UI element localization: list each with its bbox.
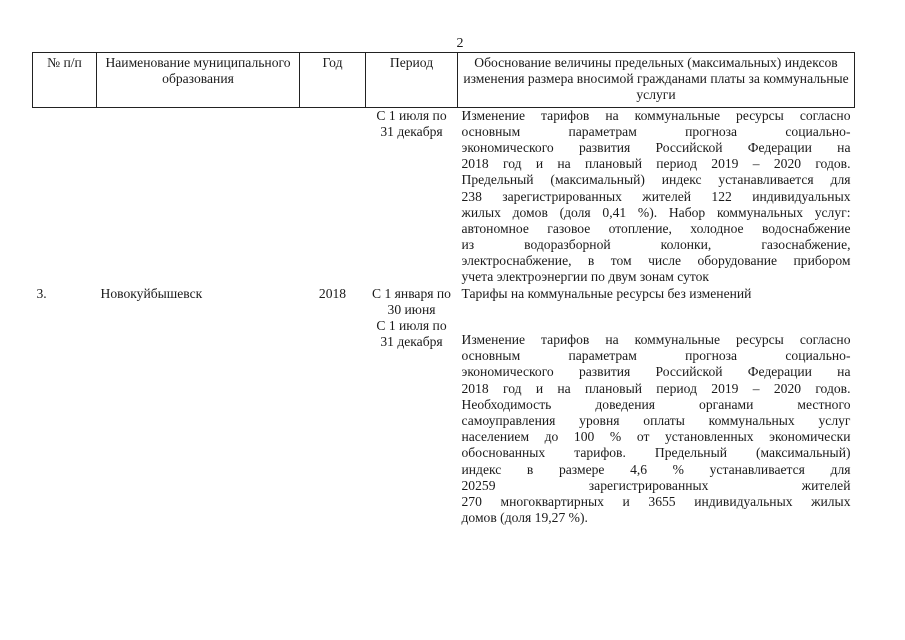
justification-line: населением до 100 % от установленных экономически [461, 429, 851, 445]
row-num: 3. [36, 285, 47, 301]
row-justification [458, 107, 855, 286]
row-num [33, 318, 97, 526]
justification-line: учета электроэнергии по двум зонам суток [461, 269, 710, 285]
justification-line: 2018 год и на плановый период 2019 – 2020 годов. [461, 380, 851, 396]
header-period: Период [366, 53, 458, 108]
header-num: № п/п [33, 53, 97, 108]
row-municipality: Новокуйбышевск [100, 285, 203, 301]
row-period: С 1 июля по 31 декабря [376, 107, 447, 139]
row-year [300, 318, 366, 526]
justification-line: 2018 год и на плановый период 2019 – 2020 годов. [461, 156, 851, 172]
header-name: Наименование муниципального образования [97, 53, 300, 108]
justification-line: домов (доля 19,27 %). [461, 510, 588, 526]
row-year: 2018 [318, 285, 347, 301]
table-row [33, 107, 855, 286]
row-period: С 1 января по 30 июня [372, 285, 451, 317]
table-header [33, 53, 855, 108]
row-justification [458, 318, 855, 526]
row-justification [458, 286, 855, 318]
tariff-table [32, 52, 855, 526]
justification-line: Необходимость доведения органами местного [461, 396, 851, 412]
row-municipality [97, 318, 300, 526]
justification-line: основным параметрам прогноза социально- [461, 123, 851, 139]
justification-line: 270 многоквартирных и 3655 индивидуальных жилых [461, 493, 851, 509]
justification-line: Тарифы на коммунальные ресурсы без изменений [461, 285, 752, 301]
justification-line: Изменение тарифов на коммунальные ресурсы согласно [461, 107, 851, 123]
justification-line: обоснованных тарифов. Предельный (максимальный) [461, 445, 851, 461]
justification-line: основным параметрам прогноза социально- [461, 348, 851, 364]
justification-line: автономное газовое отопление, холодное водоснабжение [461, 220, 851, 236]
justification-line: Предельный (максимальный) индекс устанавливается для [461, 172, 851, 188]
row-period: С 1 июля по 31 декабря [376, 318, 447, 350]
table-body [33, 107, 855, 526]
header-year: Год [300, 53, 366, 108]
page-number: 2 [456, 36, 464, 51]
table-row [33, 318, 855, 526]
header-justification: Обоснование величины предельных (максимальных) индексов изменения размера вносимой гражданами платы за коммунальные услуги [458, 53, 855, 108]
row-year [300, 107, 366, 286]
table-row [33, 286, 855, 318]
justification-line: Изменение тарифов на коммунальные ресурсы согласно [461, 332, 851, 348]
justification-line: 238 зарегистрированных жителей 122 индивидуальных [461, 188, 851, 204]
justification-line: индекс в размере 4,6 % устанавливается для [461, 461, 851, 477]
row-num [33, 107, 97, 286]
row-municipality [97, 107, 300, 286]
justification-line: 20259 зарегистрированных жителей [461, 477, 851, 493]
justification-line: самоуправления уровня оплаты коммунальных услуг [461, 413, 851, 429]
justification-line: экономического развития Российской Федерации на [461, 364, 851, 380]
justification-line: электроснабжение, в том числе оборудование прибором [461, 253, 851, 269]
justification-line: жилых домов (доля 0,41 %). Набор коммунальных услуг: [461, 204, 851, 220]
justification-line: из водоразборной колонки, газоснабжение, [461, 237, 851, 253]
justification-line: экономического развития Российской Федерации на [461, 139, 851, 155]
